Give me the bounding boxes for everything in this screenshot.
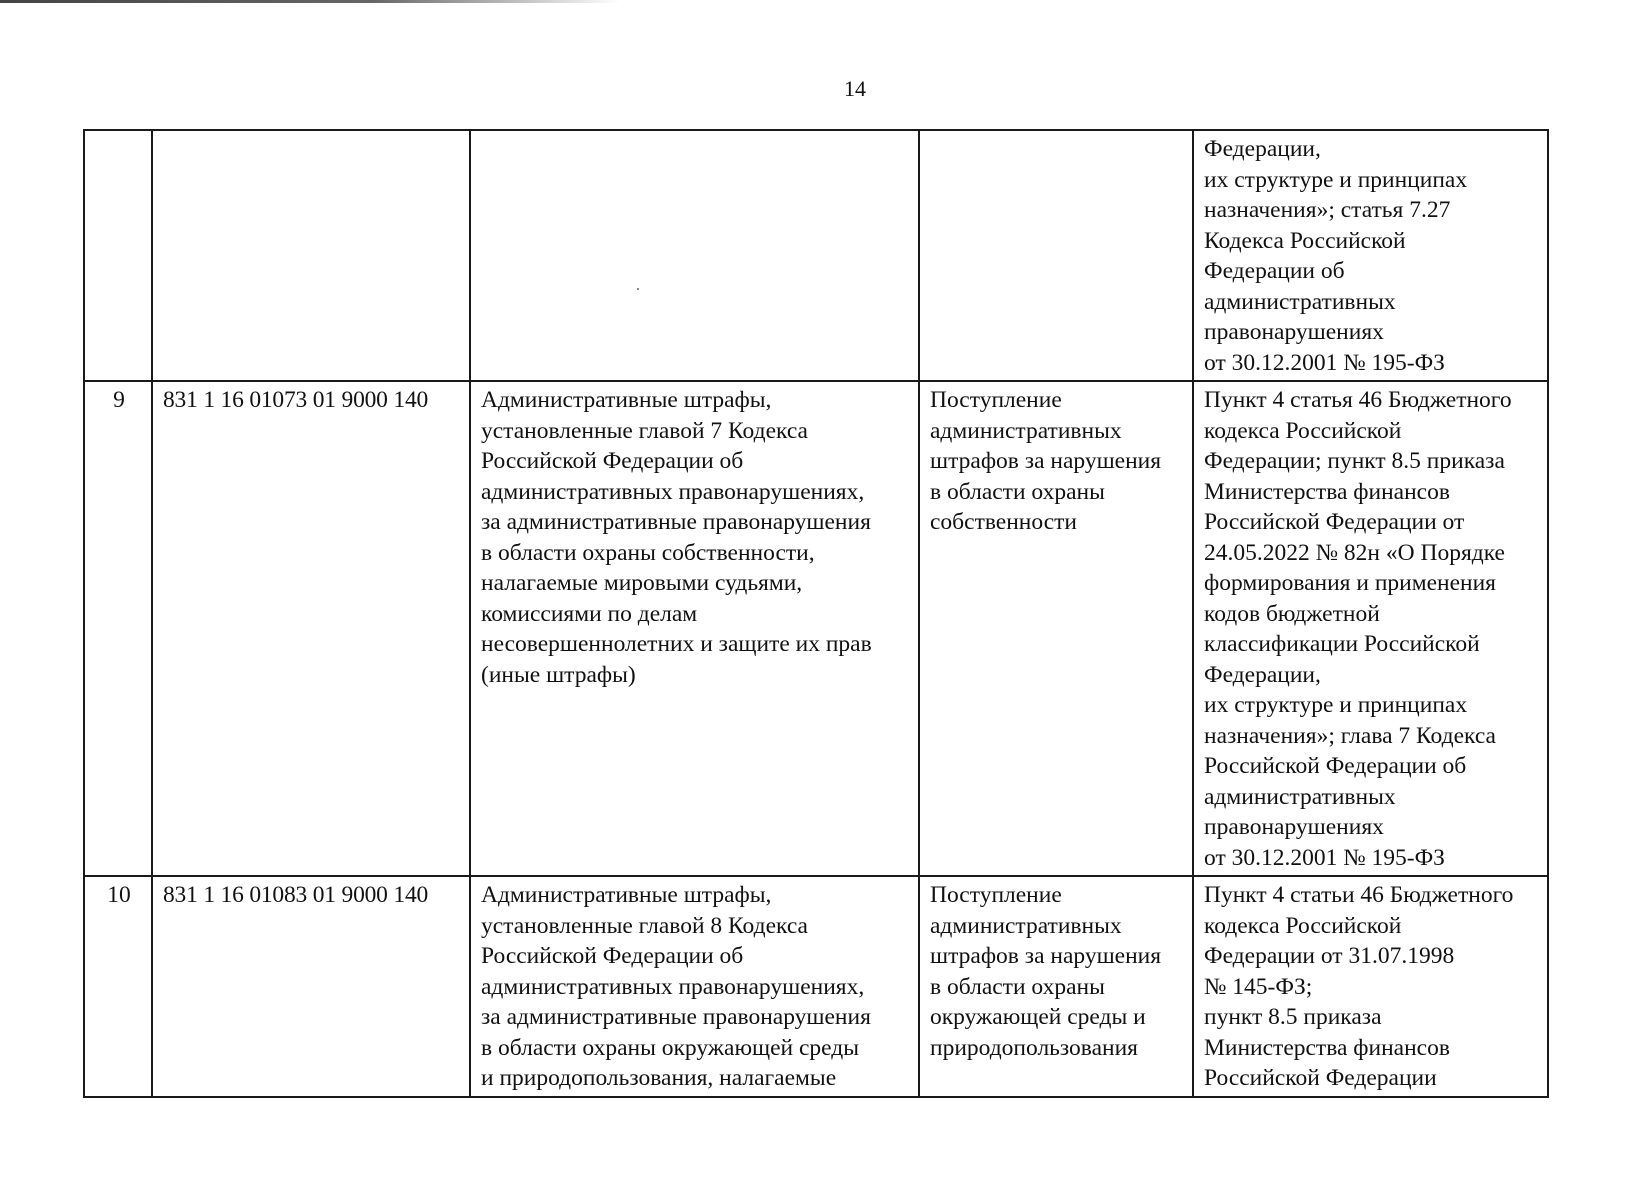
revenue-name-cell: Административные штрафы, установленные главой 7 Кодекса Российской Федерации об административных правонарушениях, за административные правонарушения в области охраны собственности, налагаемые мировыми судьями, комиссиями по делам несовершеннолетних и защите их прав (иные штрафы) — [470, 381, 919, 876]
row-number-cell: 9 — [84, 381, 152, 876]
page-number: 14 — [844, 76, 866, 101]
revenue-description-cell: Поступление административных штрафов за нарушения в области охраны собственности — [919, 381, 1193, 876]
revenue-name-cell: Административные штрафы, установленные главой 8 Кодекса Российской Федерации об административных правонарушениях, за административные правонарушения в области охраны окружающей среды и природопользования, налагаемые — [470, 876, 919, 1097]
scan-edge-line — [0, 0, 620, 3]
budget-code-cell: 831 1 16 01073 01 9000 140 — [152, 381, 470, 876]
budget-code-cell — [152, 130, 470, 381]
revenue-description-cell — [919, 130, 1193, 381]
revenue-name-cell — [470, 130, 919, 381]
legal-basis-cell: Пункт 4 статьи 46 Бюджетного кодекса Российской Федерации от 31.07.1998 № 145-ФЗ; пункт 8.5 приказа Министерства финансов Российской Федерации — [1193, 876, 1548, 1097]
row-number-cell — [84, 130, 152, 381]
legal-basis-cell: Федерации, их структуре и принципах назначения»; статья 7.27 Кодекса Российской Федерации об административных правонарушениях от 30.12.2001 № 195-ФЗ — [1193, 130, 1548, 381]
row-number-cell: 10 — [84, 876, 152, 1097]
table-row-9 — [84, 381, 1548, 876]
classification-table — [83, 129, 1549, 1098]
revenue-description-cell: Поступление административных штрафов за нарушения в области охраны окружающей среды и природопользования — [919, 876, 1193, 1097]
table-row-10 — [84, 876, 1548, 1097]
budget-code-cell: 831 1 16 01083 01 9000 140 — [152, 876, 470, 1097]
legal-basis-cell: Пункт 4 статья 46 Бюджетного кодекса Российской Федерации; пункт 8.5 приказа Министерства финансов Российской Федерации от 24.05.2022 № 82н «О Порядке формирования и применения кодов бюджетной классификации Российской Федерации, их структуре и принципах назначения»; глава 7 Кодекса Российской Федерации об административных правонарушениях от 30.12.2001 № 195-ФЗ — [1193, 381, 1548, 876]
table-row-continuation — [84, 130, 1548, 381]
